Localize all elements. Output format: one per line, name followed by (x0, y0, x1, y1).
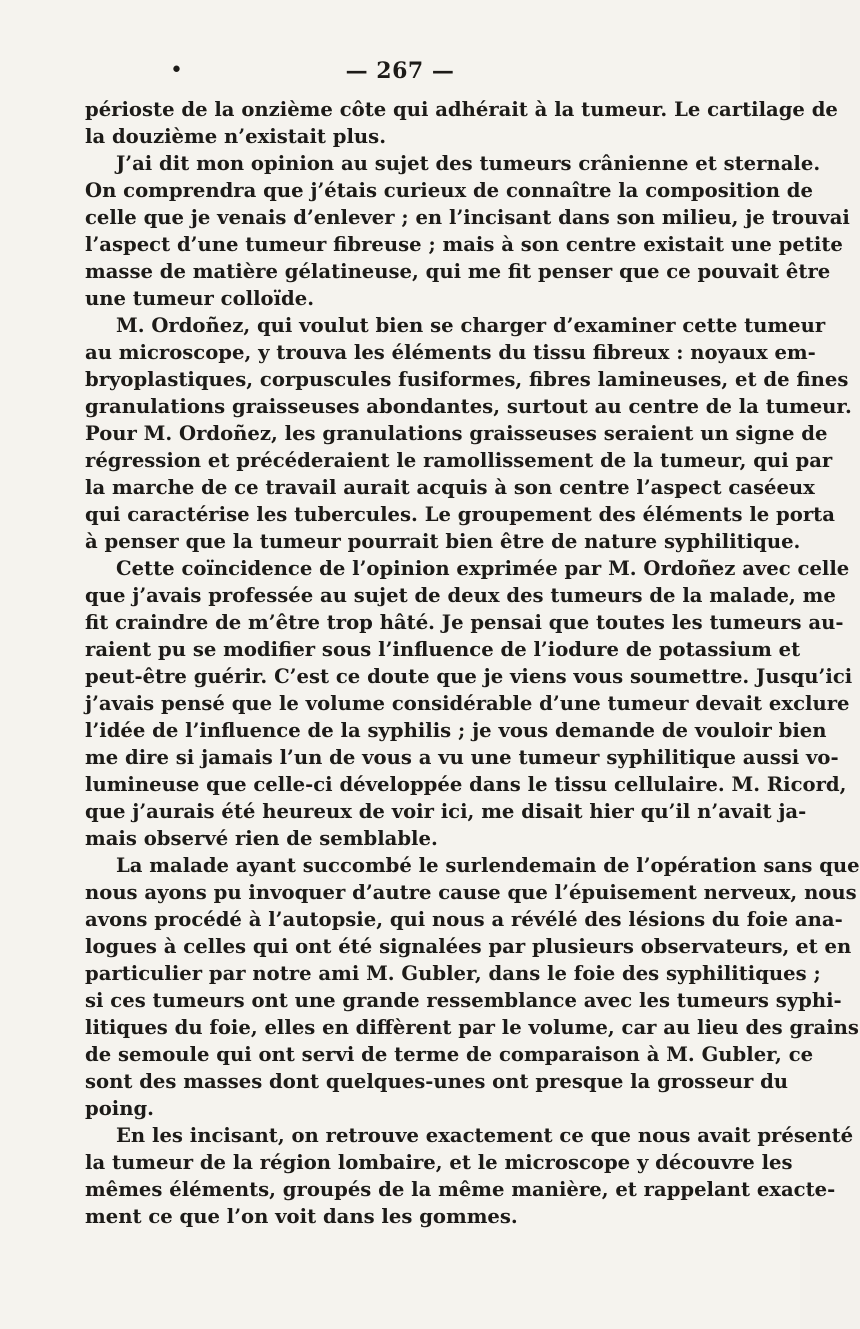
text-line: J’ai dit mon opinion au sujet des tumeurs crânienne et sternale. (116, 152, 821, 175)
text-line: La malade ayant succombé le surlendemain de l’opération sans que (116, 854, 860, 877)
text-line: particulier par notre ami M. Gubler, dans le foie des syphilitiques ; (85, 962, 821, 985)
paragraph (85, 555, 853, 852)
text-line: de semoule qui ont servi de terme de comparaison à M. Gubler, ce (85, 1043, 814, 1066)
page-number: — 267 — (345, 58, 455, 84)
body-text (85, 96, 860, 1230)
text-line: poing. (85, 1097, 154, 1120)
text-line: sont des masses dont quelques-unes ont presque la grosseur du (85, 1070, 789, 1093)
paragraph (85, 150, 850, 312)
text-line: j’avais pensé que le volume considérable d’une tumeur devait exclure (85, 692, 850, 715)
text-line: lumineuse que celle-ci développée dans le tissu cellulaire. M. Ricord, (85, 773, 847, 796)
text-line: logues à celles qui ont été signalées par plusieurs observateurs, et en (85, 935, 852, 958)
text-line: Pour M. Ordoñez, les granulations graisseuses seraient un signe de (85, 422, 828, 445)
text-line: avons procédé à l’autopsie, qui nous a révélé des lésions du foie ana- (85, 908, 843, 931)
text-line: granulations graisseuses abondantes, surtout au centre de la tumeur. (85, 395, 852, 418)
text-line: nous ayons pu invoquer d’autre cause que l’épuisement nerveux, nous (85, 881, 857, 904)
paragraph (85, 96, 838, 150)
text-line: à penser que la tumeur pourrait bien être de nature syphilitique. (85, 530, 801, 553)
text-line: que j’aurais été heureux de voir ici, me disait hier qu’il n’avait ja- (85, 800, 807, 823)
text-line: mais observé rien de semblable. (85, 827, 438, 850)
text-line: au microscope, y trouva les éléments du tissu fibreux : noyaux em- (85, 341, 816, 364)
text-line: ment ce que l’on voit dans les gommes. (85, 1205, 518, 1228)
text-line: si ces tumeurs ont une grande ressemblance avec les tumeurs syphi- (85, 989, 842, 1012)
text-line: M. Ordoñez, qui voulut bien se charger d’examiner cette tumeur (116, 314, 826, 337)
text-line: la marche de ce travail aurait acquis à son centre l’aspect caséeux (85, 476, 815, 499)
paragraph (85, 312, 852, 555)
text-line: bryoplastiques, corpuscules fusiformes, fibres lamineuses, et de fines (85, 368, 849, 391)
text-line: l’aspect d’une tumeur fibreuse ; mais à son centre existait une petite (85, 233, 843, 256)
text-line: une tumeur colloïde. (85, 287, 315, 310)
text-line: que j’avais professée au sujet de deux des tumeurs de la malade, me (85, 584, 836, 607)
text-line: masse de matière gélatineuse, qui me fit penser que ce pouvait être (85, 260, 831, 283)
text-line: la tumeur de la région lombaire, et le microscope y découvre les (85, 1151, 793, 1174)
text-line: l’idée de l’influence de la syphilis ; je vous demande de vouloir bien (85, 719, 827, 742)
text-line: me dire si jamais l’un de vous a vu une tumeur syphilitique aussi vo- (85, 746, 839, 769)
text-line: qui caractérise les tubercules. Le groupement des éléments le porta (85, 503, 835, 526)
text-line: la douzième n’existait plus. (85, 125, 387, 148)
text-line: celle que je venais d’enlever ; en l’incisant dans son milieu, je trouvai (85, 206, 850, 229)
header-marker: • (170, 58, 183, 83)
text-line: On comprendra que j’étais curieux de connaître la composition de (85, 179, 813, 202)
text-line: fit craindre de m’être trop hâté. Je pensai que toutes les tumeurs au- (85, 611, 844, 634)
text-line: Cette coïncidence de l’opinion exprimée par M. Ordoñez avec celle (116, 557, 850, 580)
text-line: En les incisant, on retrouve exactement ce que nous avait présenté (116, 1124, 854, 1147)
paragraph (85, 852, 860, 1122)
text-line: raient pu se modifier sous l’influence de l’iodure de potassium et (85, 638, 801, 661)
text-line: peut-être guérir. C’est ce doute que je viens vous soumettre. Jusqu’ici (85, 665, 853, 688)
paragraph (85, 1122, 854, 1230)
page-header (0, 58, 800, 88)
text-line: mêmes éléments, groupés de la même manière, et rappelant exacte- (85, 1178, 836, 1201)
text-line: litiques du foie, elles en diffèrent par le volume, car au lieu des grains (85, 1016, 859, 1039)
text-line: périoste de la onzième côte qui adhérait à la tumeur. Le cartilage de (85, 98, 838, 121)
text-line: régression et précéderaient le ramollissement de la tumeur, qui par (85, 449, 833, 472)
